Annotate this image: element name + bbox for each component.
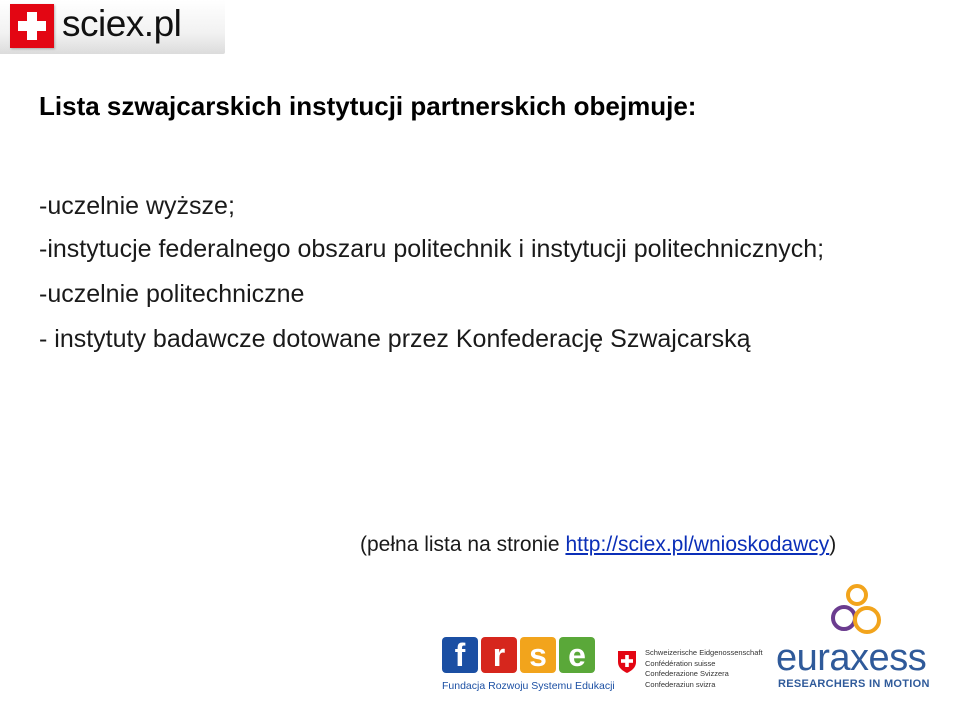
frse-caption: Fundacja Rozwoju Systemu Edukacji [442, 680, 615, 692]
euraxess-logo [776, 582, 952, 700]
conf-line-fr: Confédération suisse [645, 658, 716, 668]
frse-letter-s: s [520, 637, 556, 673]
frse-letter-f: f [442, 637, 478, 673]
frse-letter-e: e [559, 637, 595, 673]
list-item: -uczelnie politechniczne [39, 280, 305, 308]
euraxess-tagline: RESEARCHERS IN MOTION [778, 678, 930, 690]
page-title: Lista szwajcarskich instytucji partnerskich obejmuje: [39, 91, 697, 121]
conf-line-de: Schweizerische Eidgenossenschaft [645, 648, 763, 657]
full-list-note [360, 530, 836, 560]
brand-name: sciex.pl [62, 3, 182, 44]
euraxess-wordmark: euraxess [776, 637, 927, 679]
swiss-cross-icon [10, 4, 54, 48]
sciex-logo [0, 0, 225, 54]
list-item: - instytuty badawcze dotowane przez Konfederację Szwajcarską [39, 325, 751, 353]
note-prefix: (pełna lista na stronie [360, 533, 566, 556]
frse-letters [442, 637, 602, 673]
swiss-confederation-logo [617, 648, 767, 692]
conf-line-it: Confederazione Svizzera [645, 669, 729, 678]
conf-line-rm: Confederaziun svizra [645, 679, 716, 689]
list-item: -instytucje federalnego obszaru politechnik i instytucji politechnicznych; [39, 235, 825, 263]
swiss-shield-icon [617, 650, 637, 674]
frse-letter-r: r [481, 637, 517, 673]
euraxess-rings-icon [822, 582, 892, 642]
note-suffix: ) [829, 533, 837, 556]
list-item: -uczelnie wyższe; [39, 192, 235, 220]
applicants-link[interactable]: http://sciex.pl/wnioskodawcy [565, 533, 830, 556]
frse-logo [442, 637, 615, 697]
institution-list [39, 184, 919, 362]
confederation-names [645, 648, 763, 690]
